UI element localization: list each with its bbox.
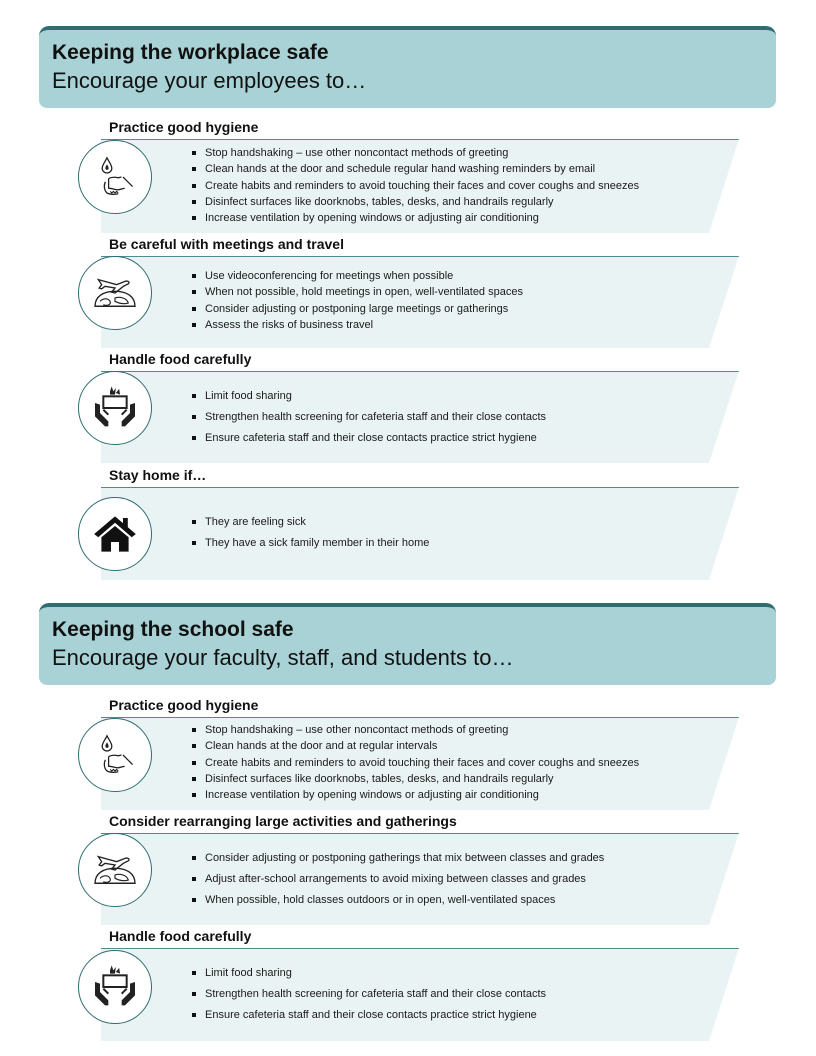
school-banner: [39, 603, 776, 685]
list-item: Limit food sharing: [190, 386, 546, 407]
section-title: Practice good hygiene: [109, 697, 259, 713]
home-icon: [78, 497, 152, 571]
list-item: Consider adjusting or postponing gatherings that mix between classes and grades: [190, 848, 604, 869]
list-item: Increase ventilation by opening windows or adjusting air conditioning: [190, 787, 639, 803]
list-item: Limit food sharing: [190, 963, 546, 984]
item-list: [190, 722, 639, 803]
item-list: [190, 386, 546, 449]
list-item: Strengthen health screening for cafeteria staff and their close contacts: [190, 407, 546, 428]
workplace-banner: [39, 26, 776, 108]
food-icon: [78, 950, 152, 1024]
list-item: Disinfect surfaces like doorknobs, tables, desks, and handrails regularly: [190, 194, 639, 210]
workplace-subtitle: Encourage your employees to…: [52, 68, 367, 93]
item-list: [190, 848, 604, 911]
food-icon: [78, 371, 152, 445]
list-item: Consider adjusting or postponing large meetings or gatherings: [190, 301, 523, 317]
list-item: Use videoconferencing for meetings when possible: [190, 268, 523, 284]
section-title: Handle food carefully: [109, 928, 252, 944]
list-item: Ensure cafeteria staff and their close contacts practice strict hygiene: [190, 1005, 546, 1026]
school-subtitle: Encourage your faculty, staff, and students to…: [52, 645, 514, 670]
item-list: [190, 512, 429, 554]
list-item: Clean hands at the door and at regular intervals: [190, 738, 639, 754]
list-item: Disinfect surfaces like doorknobs, tables, desks, and handrails regularly: [190, 771, 639, 787]
school-title: Keeping the school safe: [52, 618, 294, 641]
list-item: Stop handshaking – use other noncontact methods of greeting: [190, 145, 639, 161]
list-item: Increase ventilation by opening windows or adjusting air conditioning: [190, 210, 639, 226]
list-item: Create habits and reminders to avoid touching their faces and cover coughs and sneezes: [190, 755, 639, 771]
list-item: They are feeling sick: [190, 512, 429, 533]
list-item: Strengthen health screening for cafeteria staff and their close contacts: [190, 984, 546, 1005]
section-title: Practice good hygiene: [109, 119, 259, 135]
list-item: Assess the risks of business travel: [190, 317, 523, 333]
list-item: Stop handshaking – use other noncontact methods of greeting: [190, 722, 639, 738]
list-item: Create habits and reminders to avoid touching their faces and cover coughs and sneezes: [190, 178, 639, 194]
list-item: Ensure cafeteria staff and their close contacts practice strict hygiene: [190, 428, 546, 449]
item-list: [190, 963, 546, 1026]
list-item: Clean hands at the door and schedule regular hand washing reminders by email: [190, 161, 639, 177]
list-item: Adjust after-school arrangements to avoid mixing between classes and grades: [190, 869, 604, 890]
hygiene-icon: [78, 718, 152, 792]
travel-icon: [78, 833, 152, 907]
section-title: Consider rearranging large activities and gatherings: [109, 813, 457, 829]
section-title: Stay home if…: [109, 467, 207, 483]
section-title: Handle food carefully: [109, 351, 252, 367]
workplace-title: Keeping the workplace safe: [52, 41, 329, 64]
section-title: Be careful with meetings and travel: [109, 236, 344, 252]
list-item: When possible, hold classes outdoors or in open, well-ventilated spaces: [190, 890, 604, 911]
hygiene-icon: [78, 140, 152, 214]
travel-icon: [78, 256, 152, 330]
item-list: [190, 145, 639, 226]
item-list: [190, 268, 523, 333]
list-item: When not possible, hold meetings in open, well-ventilated spaces: [190, 284, 523, 300]
list-item: They have a sick family member in their home: [190, 533, 429, 554]
